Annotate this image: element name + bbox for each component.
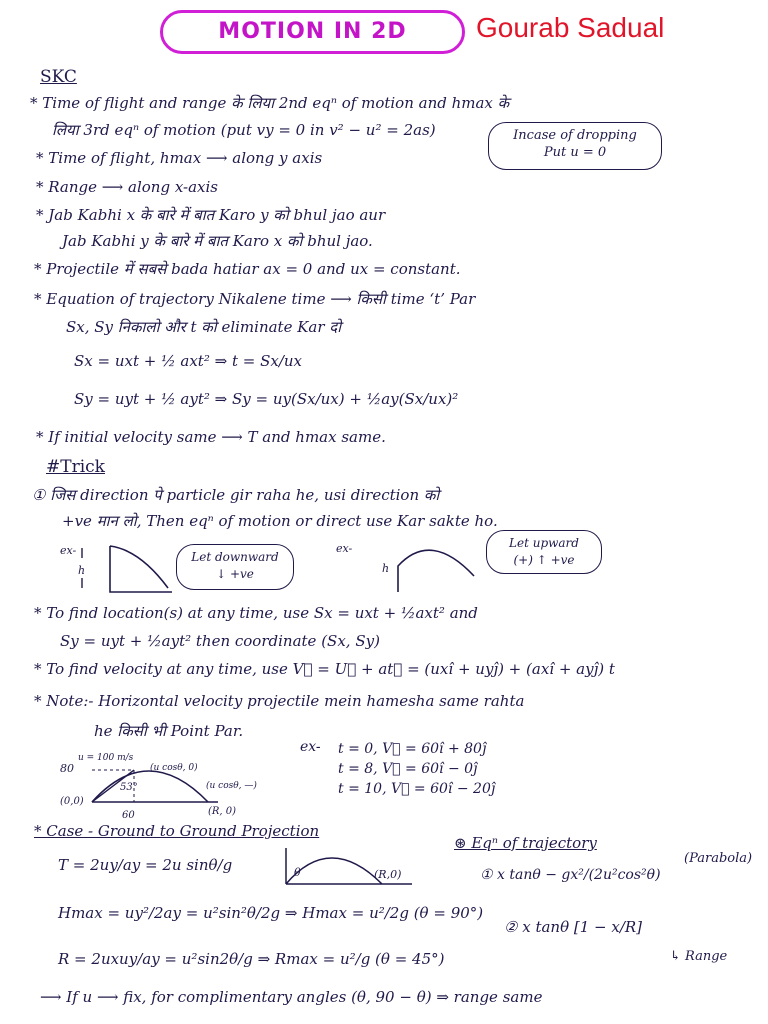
author-name: Gourab Sadual: [476, 12, 665, 43]
downward-bubble-line: ↓ +ve: [216, 567, 254, 581]
theta-label: θ: [294, 866, 301, 879]
trajectory-equation: ② x tanθ [1 − x/R]: [504, 918, 643, 936]
dropping-note-line: Incase of dropping: [513, 128, 637, 143]
fall-path: [110, 546, 172, 592]
projectile-arc: [398, 550, 474, 592]
velocity-example: t = 8, V⃗ = 60î − 0ĵ: [338, 761, 478, 777]
h-label: h: [382, 562, 390, 575]
trajectory-heading: ⊛ Eqⁿ of trajectory: [454, 834, 597, 852]
speed-label: u = 100 m/s: [78, 753, 134, 763]
ex-label: ex-: [60, 544, 77, 557]
top-point-label: (u cosθ, 0): [150, 763, 198, 773]
range-point-label: (R, 0): [208, 806, 237, 817]
page-title: MOTION IN 2D: [218, 19, 407, 44]
upward-throw-sketch: [336, 536, 486, 600]
hmax-formula: Hmax = uy²/2ay = u²sin²θ/2g ⇒ Hmax = u²/2g (θ = 90°): [58, 904, 484, 922]
dropping-note-box: [488, 122, 662, 170]
upward-bubble-line: Let upward: [509, 536, 579, 550]
trajectory-equation: ① x tanθ − gx²/(2u²cos²θ): [480, 867, 661, 883]
trajectory-arc: [92, 771, 208, 802]
skc-line: Sx, Sy निकालो और t को eliminate Kar दो: [66, 318, 342, 336]
velocity-example: t = 0, V⃗ = 60î + 80ĵ: [338, 741, 487, 757]
x-axis-label: 60: [122, 810, 135, 821]
skc-line: * Range ⟶ along x-axis: [36, 178, 218, 196]
note-line: he किसी भी Point Par.: [94, 722, 244, 740]
ex-label: ex-: [336, 542, 353, 555]
skc-line: * Time of flight, hmax ⟶ along y axis: [36, 149, 323, 167]
skc-line: लिया 3rd eqⁿ of motion (put vy = 0 in v² − u² = 2as): [52, 121, 436, 139]
skc-line: * If initial velocity same ⟶ T and hmax same.: [36, 428, 386, 446]
range-formula: R = 2uxuy/ay = u²sin2θ/g ⇒ Rmax = u²/g (θ = 45°): [58, 950, 445, 968]
down-point-label: (u cosθ, —): [206, 781, 257, 791]
complimentary-note: ⟶ If u ⟶ fix, for complimentary angles (θ, 90 − θ) ⇒ range same: [40, 988, 543, 1006]
skc-equation: Sx = uxt + ½ axt² ⇒ t = Sx/ux: [74, 352, 302, 370]
downward-fall-sketch: [60, 540, 180, 600]
skc-line: * Time of flight and range के लिया 2nd eqⁿ of motion and hmax के: [30, 94, 510, 112]
h-label: h: [78, 564, 86, 577]
skc-line: * Projectile में सबसे bada hatiar ax = 0 and ux = constant.: [34, 260, 461, 278]
trick-line: * To find velocity at any time, use V⃗ = U⃗ + at⃗ = (uxî + uyĵ) + (axî + ayĵ) t: [34, 660, 615, 678]
title-outline: [160, 10, 465, 54]
upward-bubble: [486, 530, 602, 574]
y-axis-label: 80: [60, 762, 74, 775]
ground-heading: * Case - Ground to Ground Projection: [34, 822, 320, 840]
skc-line: * Equation of trajectory Nikalene time ⟶ किसी time ‘t’ Par: [34, 290, 476, 308]
downward-bubble: [176, 544, 294, 590]
origin-label: (0,0): [60, 796, 84, 807]
skc-heading: SKC: [40, 67, 77, 87]
angle-label: 53°: [120, 782, 138, 793]
dropping-note-line: Put u = 0: [543, 145, 607, 160]
range-note: ↳ Range: [670, 949, 728, 964]
time-of-flight-formula: T = 2uy/ay = 2u sinθ/g: [58, 856, 233, 874]
trick-heading: #Trick: [46, 457, 105, 477]
parabola-note: (Parabola): [684, 851, 753, 866]
trick-line: Sy = uyt + ½ayt² then coordinate (Sx, Sy): [60, 632, 380, 650]
upward-bubble-line: (+) ↑ +ve: [513, 553, 575, 567]
velocity-example: t = 10, V⃗ = 60î − 20ĵ: [338, 781, 496, 797]
skc-line: Jab Kabhi y के बारे में बात Karo x को bhul jao.: [62, 232, 373, 250]
trick-line: * To find location(s) at any time, use Sx = uxt + ½axt² and: [34, 604, 478, 622]
range-point-label: (R,0): [374, 868, 402, 881]
skc-equation: Sy = uyt + ½ ayt² ⇒ Sy = uy(Sx/ux) + ½ay(Sx/ux)²: [74, 390, 459, 408]
projectile-example-sketch: [58, 744, 258, 822]
trick-line: ① जिस direction पे particle gir raha he, usi direction को: [32, 486, 440, 504]
trick-line: +ve मान लो, Then eqⁿ of motion or direct use Kar sakte ho.: [62, 512, 498, 530]
skc-line: * Jab Kabhi x के बारे में बात Karo y को bhul jao aur: [36, 206, 386, 224]
downward-bubble-line: Let downward: [191, 550, 279, 564]
ground-projection-sketch: [282, 842, 422, 888]
ex-label: ex-: [300, 739, 321, 755]
note-line: * Note:- Horizontal velocity projectile mein hamesha same rahta: [34, 692, 525, 710]
